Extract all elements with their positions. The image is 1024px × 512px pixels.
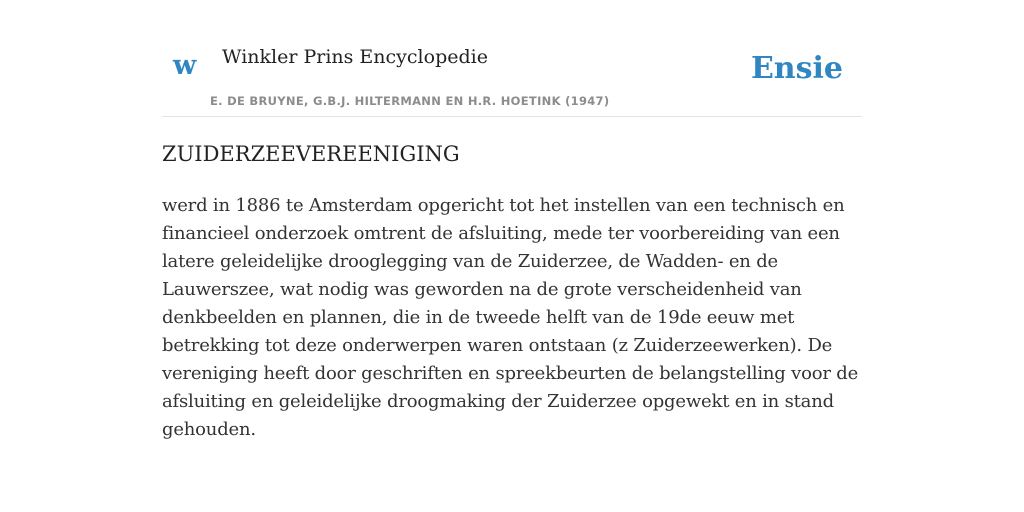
entry-body: werd in 1886 te Amsterdam opgericht tot het instellen van een technisch en financieel onderzoek omtrent de afsluiting, mede ter voorbereiding van een latere geleidelijke drooglegging van de Zuiderzee, de Wadden- en de Lauwerszee, wat nodig was geworden na de grote verscheidenheid van denkbeelden en plannen, die in de tweede helft van de 19de eeuw met betrekking tot deze onderwerpen waren ontstaan (z Zuiderzeewerken). De vereniging heeft door geschriften en spreekbeurten de belangstelling voor de afsluiting en geleidelijke droogmaking der Zuiderzee opgewekt en in stand gehouden. bbox=[162, 195, 859, 440]
entry-title: ZUIDERZEEVEREENIGING bbox=[162, 142, 460, 166]
publication-logo-icon[interactable]: w bbox=[173, 50, 197, 81]
publication-header bbox=[162, 0, 862, 117]
publication-title[interactable]: Winkler Prins Encyclopedie bbox=[222, 46, 488, 68]
ensie-logo[interactable]: Ensie bbox=[750, 51, 843, 86]
publication-authors: E. DE BRUYNE, G.B.J. HILTERMANN EN H.R. HOETINK (1947) bbox=[210, 94, 610, 108]
